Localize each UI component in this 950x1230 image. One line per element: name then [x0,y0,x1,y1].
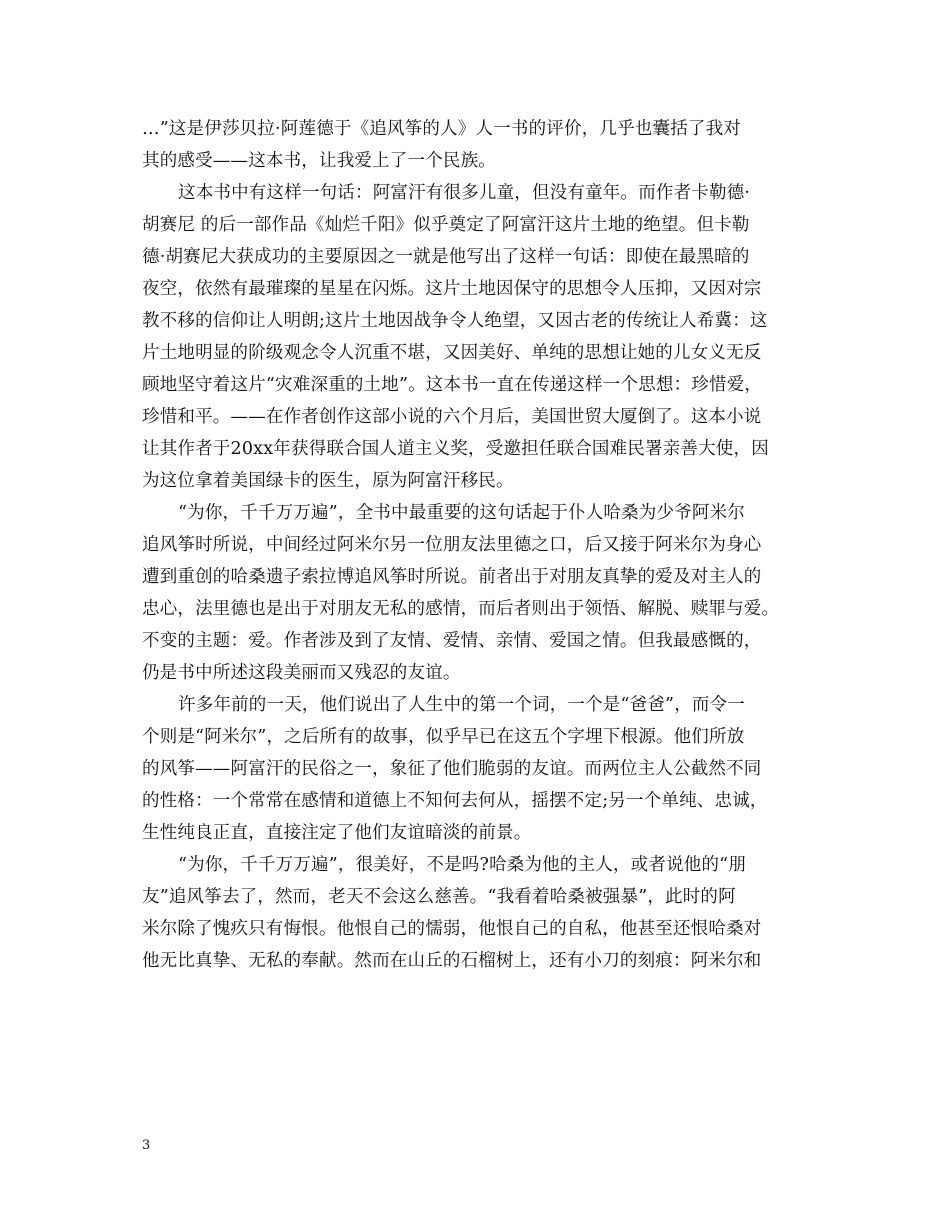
text-line: 追风筝时所说，中间经过阿米尔另一位朋友法里德之口，后又接于阿米尔为身心 [142,535,762,555]
text-line: 个则是“阿米尔”，之后所有的故事，似乎早已在这五个字埋下根源。他们所放 [142,727,745,747]
text-line: 的性格：一个常常在感情和道德上不知何去何从，摇摆不定;另一个单纯、忠诚， [142,791,768,811]
text-line: 米尔除了愧疚只有悔恨。他恨自己的懦弱，他恨自己的自私，他甚至还恨哈桑对 [142,919,762,939]
text-line: 让其作者于20xx年获得联合国人道主义奖，受邀担任联合国难民署亲善大使，因 [142,439,769,459]
text-line: 他无比真挚、无私的奉献。然而在山丘的石榴树上，还有小刀的刻痕：阿米尔和 [142,951,762,971]
text-line: 珍惜和平。——在作者创作这部小说的六个月后，美国世贸大厦倒了。这本小说 [142,407,762,427]
text-line: 德·胡赛尼大获成功的主要原因之一就是他写出了这样一句话：即使在最黑暗的 [142,247,750,267]
text-line: 其的感受——这本书，让我爱上了一个民族。 [142,151,496,171]
text-line: 夜空，依然有最璀璨的星星在闪烁。这片土地因保守的思想令人压抑，又因对宗 [142,279,762,299]
text-line: “为你，千千万万遍”，很美好，不是吗?哈桑为他的主人，或者说他的“朋 [178,855,747,875]
text-line: 的风筝——阿富汗的民俗之一，象征了他们脆弱的友谊。而两位主人公截然不同 [142,759,762,779]
text-line: 胡赛尼 的后一部作品《灿烂千阳》似乎奠定了阿富汗这片土地的绝望。但卡勒 [142,215,750,235]
text-line: 仍是书中所述这段美丽而又残忍的友谊。 [142,663,461,683]
text-line: …”这是伊莎贝拉·阿莲德于《追风筝的人》人一书的评价，几乎也囊括了我对 [142,119,742,139]
text-line: “为你，千千万万遍”，全书中最重要的这句话起于仆人哈桑为少爷阿米尔 [178,503,745,523]
text-line: 友”追风筝去了，然而，老天不会这么慈善。“我看着哈桑被强暴”，此时的阿 [142,887,736,907]
text-line: 不变的主题：爱。作者涉及到了友情、爱情、亲情、爱国之情。但我最感慨的， [142,631,762,651]
page-number: 3 [142,1138,151,1153]
text-line: 片土地明显的阶级观念令人沉重不堪，又因美好、单纯的思想让她的儿女义无反 [142,343,762,363]
text-line: 顾地坚守着这片“灾难深重的土地”。这本书一直在传递这样一个思想：珍惜爱， [142,375,763,395]
text-line: 许多年前的一天，他们说出了人生中的第一个词，一个是“爸爸”，而令一 [178,695,745,715]
text-line: 忠心，法里德也是出于对朋友无私的感情，而后者则出于领悟、解脱、赎罪与爱。 [142,599,780,619]
text-line: 教不移的信仰让人明朗;这片土地因战争令人绝望，又因古老的传统让人希冀：这 [142,311,768,331]
text-line: 这本书中有这样一句话：阿富汗有很多儿童，但没有童年。而作者卡勒德· [178,183,751,203]
text-line: 生性纯良正直，直接注定了他们友谊暗淡的前景。 [142,823,532,843]
text-line: 遭到重创的哈桑遗子索拉博追风筝时所说。前者出于对朋友真挚的爱及对主人的 [142,567,762,587]
text-line: 为这位拿着美国绿卡的医生，原为阿富汗移民。 [142,471,514,491]
body-text [142,113,822,977]
